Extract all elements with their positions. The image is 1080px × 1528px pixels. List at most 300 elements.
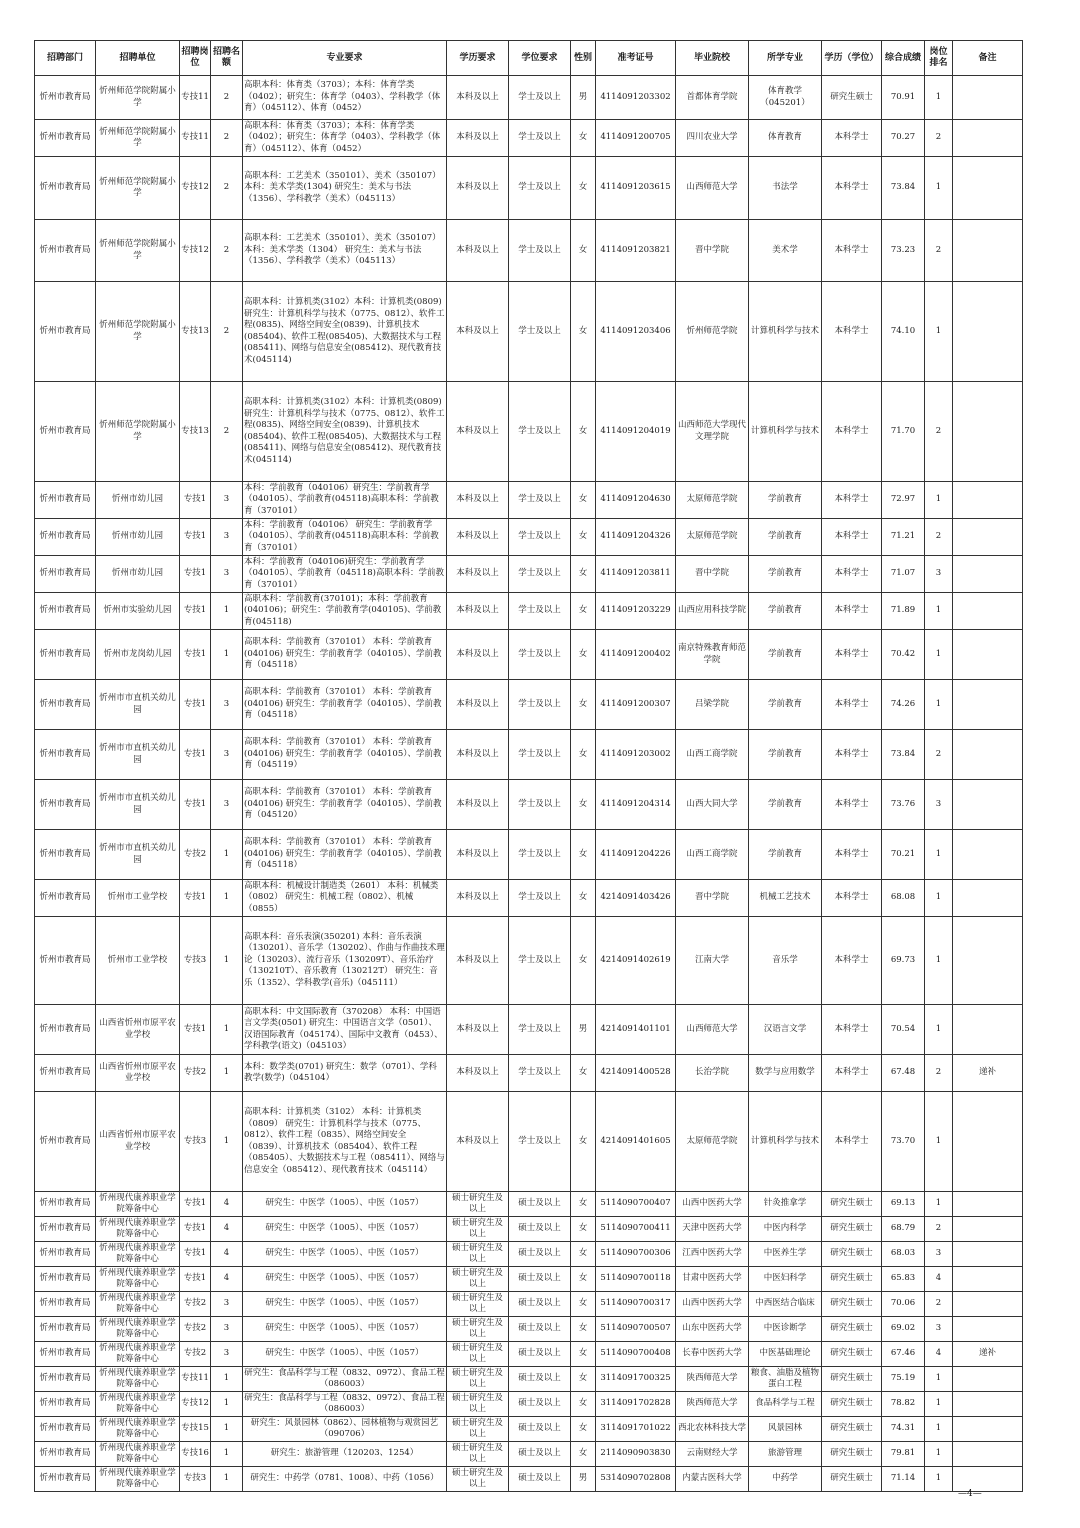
table-cell: 硕士及以上 [509,1242,571,1267]
table-cell: 4114091204630 [596,482,676,519]
table-cell: 忻州师范学院 [676,282,749,382]
table-cell: 专技2 [180,1055,211,1092]
table-cell: 研究生硕士 [822,1417,882,1442]
table-cell: 2 [211,220,243,282]
table-cell: 75.19 [882,1367,925,1392]
table-cell: 忻州市教育局 [35,1367,96,1392]
table-cell: 女 [571,1392,596,1417]
table-cell: 学士及以上 [509,120,571,157]
table-cell: 68.08 [882,880,925,917]
table-cell: 忻州现代康养职业学院筹备中心 [96,1392,180,1417]
table-cell: 忻州市教育局 [35,282,96,382]
table-cell: 专技11 [180,120,211,157]
table-cell: 1 [925,1367,953,1392]
table-cell: 晋中学院 [676,220,749,282]
table-cell: 忻州市教育局 [35,519,96,556]
table-cell [953,519,1023,556]
table-cell: 高职本科：工艺美术（350101）、美术（350107） 本科：美术学类（1304） 研究生：美术与书法（1356）、学科教学（美术）（045113） [243,220,447,282]
table-cell: 本科及以上 [447,630,509,680]
table-cell: 4 [211,1242,243,1267]
table-row [35,593,1023,630]
table-row [35,382,1023,482]
table-cell: 4214091401605 [596,1092,676,1192]
table-cell: 本科学士 [822,730,882,780]
table-cell: 研究生硕士 [822,1192,882,1217]
table-cell: 本科学士 [822,1055,882,1092]
table-cell: 73.23 [882,220,925,282]
table-cell: 研究生硕士 [822,1467,882,1492]
table-cell: 2 [925,220,953,282]
table-cell: 长春中医药大学 [676,1342,749,1367]
column-header: 招聘部门 [35,41,96,76]
table-header [35,41,1023,76]
table-cell: 本科学士 [822,382,882,482]
table-cell: 忻州现代康养职业学院筹备中心 [96,1342,180,1367]
table-cell: 硕士及以上 [509,1392,571,1417]
table-cell: 本科学士 [822,1092,882,1192]
table-cell: 本科学士 [822,482,882,519]
table-cell: 74.10 [882,282,925,382]
table-cell: 忻州市教育局 [35,1055,96,1092]
table-cell: 针灸推拿学 [749,1192,822,1217]
table-cell: 江南大学 [676,917,749,1005]
page-number: —4— [958,1489,982,1499]
table-cell: 79.81 [882,1442,925,1467]
table-cell: 山西大同大学 [676,780,749,830]
table-cell [953,1442,1023,1467]
table-cell: 本科及以上 [447,1005,509,1055]
table-cell: 专技1 [180,730,211,780]
table-cell: 硕士研究生及以上 [447,1442,509,1467]
table-cell: 本科学士 [822,556,882,593]
column-header: 性别 [571,41,596,76]
table-cell: 1 [925,880,953,917]
table-cell: 书法学 [749,157,822,220]
table-cell: 江西中医药大学 [676,1242,749,1267]
table-cell: 忻州现代康养职业学院筹备中心 [96,1217,180,1242]
table-cell: 学前教育 [749,730,822,780]
table-cell: 陕西师范大学 [676,1392,749,1417]
table-cell: 高职本科：学前教育（370101） 本科：学前教育(040106) 研究生：学前教育学（040105）、学前教育（045118） [243,680,447,730]
table-cell: 4114091204019 [596,382,676,482]
table-cell: 忻州市教育局 [35,880,96,917]
table-cell: 学前教育 [749,680,822,730]
table-cell: 71.89 [882,593,925,630]
table-cell: 女 [571,1417,596,1442]
table-cell: 3 [211,1342,243,1367]
table-cell: 4114091203302 [596,76,676,120]
table-cell: 本科及以上 [447,382,509,482]
table-cell: 高职本科：计算机类（3102） 本科：计算机类（0809） 研究生：计算机科学与技术（0775、0812）、软件工程（0835）、网络空间安全（0839）、计算机技术（085404）、软件工程（085405）、大数据技术与工程（085411）、网络与信息安全（085412）、现代教育技术（045114） [243,1092,447,1192]
table-cell: 学士及以上 [509,556,571,593]
table-cell: 计算机科学与技术 [749,1092,822,1192]
table-cell: 专技1 [180,1217,211,1242]
table-cell: 3 [211,1317,243,1342]
table-cell: 学士及以上 [509,1055,571,1092]
table-cell: 1 [211,830,243,880]
table-cell: 粮食、油脂及植物蛋白工程 [749,1367,822,1392]
table-cell: 2 [925,1217,953,1242]
table-row [35,830,1023,880]
table-cell: 忻州市教育局 [35,730,96,780]
table-cell: 吕梁学院 [676,680,749,730]
table-cell [953,1217,1023,1242]
table-cell: 中医基础理论 [749,1342,822,1367]
table-row [35,1092,1023,1192]
table-cell [953,880,1023,917]
table-cell: 山东中医药大学 [676,1317,749,1342]
table-cell: 研究生硕士 [822,1442,882,1467]
table-cell: 中药学 [749,1467,822,1492]
table-cell: 研究生硕士 [822,1367,882,1392]
table-row [35,880,1023,917]
table-cell: 忻州市教育局 [35,1242,96,1267]
table-cell: 计算机科学与技术 [749,382,822,482]
table-cell: 本科学士 [822,680,882,730]
table-cell: 2 [925,730,953,780]
table-cell: 研究生硕士 [822,1292,882,1317]
table-cell: 本科：数学类(0701) 研究生：数学（0701）、学科教学(数学)（045104） [243,1055,447,1092]
table-cell: 1 [211,1392,243,1417]
table-cell: 3114091700325 [596,1367,676,1392]
table-cell: 女 [571,1267,596,1292]
table-cell: 本科：学前教育（040106） 研究生：学前教育学（040105）、学前教育(045118)高职本科：学前教育（370101） [243,519,447,556]
table-cell: 忻州市教育局 [35,630,96,680]
table-cell: 学士及以上 [509,680,571,730]
table-cell: 专技11 [180,1367,211,1392]
table-cell: 专技12 [180,220,211,282]
table-cell: 高职本科：学前教育（370101） 本科：学前教育(040106) 研究生：学前教育学（040105）、学前教育（045119） [243,730,447,780]
table-cell [953,1317,1023,1342]
table-cell [953,730,1023,780]
table-cell: 74.31 [882,1417,925,1442]
table-cell: 74.26 [882,680,925,730]
table-cell: 中医内科学 [749,1217,822,1242]
table-cell: 1 [925,1092,953,1192]
table-cell: 专技1 [180,630,211,680]
table-cell: 69.73 [882,917,925,1005]
table-cell: 研究生：中医学（1005）、中医（1057） [243,1267,447,1292]
table-cell: 专技1 [180,482,211,519]
table-cell: 高职本科：体育类（3703）；本科：体育学类（0402）；研究生：体育学（0403）、学科教学（体育）（045112）、体育（0452） [243,76,447,120]
table-row [35,1055,1023,1092]
table-row [35,1217,1023,1242]
table-cell: 硕士研究生及以上 [447,1192,509,1217]
table-cell: 忻州市教育局 [35,780,96,830]
table-cell: 4 [211,1217,243,1242]
table-cell: 女 [571,1342,596,1367]
table-cell: 高职本科：工艺美术（350101）、美术（350107） 本科：美术学类(1304) 研究生：美术与书法（1356）、学科教学（美术）（045113） [243,157,447,220]
table-cell: 学前教育 [749,830,822,880]
table-cell: 音乐学 [749,917,822,1005]
table-row [35,1005,1023,1055]
table-cell: 4214091401101 [596,1005,676,1055]
table-cell: 忻州市市直机关幼儿园 [96,780,180,830]
table-cell: 专技1 [180,1242,211,1267]
table-cell: 忻州市教育局 [35,1392,96,1417]
table-cell: 73.84 [882,157,925,220]
table-cell: 高职本科：机械设计制造类（2601） 本科：机械类（0802） 研究生：机械工程（0802）、机械（0855） [243,880,447,917]
table-cell: 71.07 [882,556,925,593]
table-cell: 忻州市教育局 [35,1317,96,1342]
column-header: 招聘岗位 [180,41,211,76]
table-cell: 研究生硕士 [822,1267,882,1292]
table-cell: 5114090700507 [596,1317,676,1342]
table-cell: 1 [925,630,953,680]
table-cell: 本科及以上 [447,880,509,917]
table-cell: 专技3 [180,917,211,1005]
table-row [35,730,1023,780]
table-cell: 研究生：中医学（1005）、中医（1057） [243,1342,447,1367]
column-header: 专业要求 [243,41,447,76]
table-row [35,282,1023,382]
table-cell: 体育教育 [749,120,822,157]
table-cell: 学士及以上 [509,780,571,830]
table-cell: 忻州市教育局 [35,1005,96,1055]
table-cell [953,1267,1023,1292]
table-cell: 70.42 [882,630,925,680]
column-header: 综合成绩 [882,41,925,76]
table-cell: 3 [925,780,953,830]
column-header: 招聘单位 [96,41,180,76]
table-cell: 女 [571,382,596,482]
table-cell: 山西中医药大学 [676,1292,749,1317]
column-header: 学历要求 [447,41,509,76]
table-cell: 山西师范大学现代文理学院 [676,382,749,482]
table-cell: 学前教育 [749,519,822,556]
table-cell: 71.21 [882,519,925,556]
table-cell: 中西医结合临床 [749,1292,822,1317]
table-cell: 学士及以上 [509,382,571,482]
table-cell: 专技12 [180,1392,211,1417]
table-cell: 65.83 [882,1267,925,1292]
table-cell: 高职本科：学前教育（370101） 本科：学前教育(040106) 研究生：学前教育学（040105）、学前教育（045118） [243,630,447,680]
table-cell: 3 [211,680,243,730]
table-cell: 本科及以上 [447,482,509,519]
table-cell: 女 [571,1442,596,1467]
table-cell: 女 [571,1317,596,1342]
table-cell: 女 [571,1367,596,1392]
table-cell: 2 [925,519,953,556]
table-cell: 忻州市幼儿园 [96,482,180,519]
table-cell [953,120,1023,157]
table-cell: 4214091403426 [596,880,676,917]
table-cell [953,220,1023,282]
table-cell: 研究生硕士 [822,76,882,120]
table-cell [953,1192,1023,1217]
table-cell: 高职本科：音乐表演(350201) 本科：音乐表演（130201）、音乐学（130202）、作曲与作曲技术理论（130203）、流行音乐（130209T）、音乐治疗（130210T）、音乐教育（130212T） 研究生：音乐（1352）、学科教学(音乐)（045111） [243,917,447,1005]
table-cell: 学士及以上 [509,157,571,220]
table-cell: 硕士研究生及以上 [447,1367,509,1392]
table-cell: 4114091200402 [596,630,676,680]
table-cell: 硕士及以上 [509,1442,571,1467]
table-cell: 1 [925,1005,953,1055]
table-cell: 忻州市实验幼儿园 [96,593,180,630]
table-cell: 本科学士 [822,157,882,220]
table-cell: 山西工商学院 [676,730,749,780]
table-cell: 女 [571,593,596,630]
table-cell: 本科：学前教育（040106）研究生：学前教育学（040105）、学前教育(045118)高职本科：学前教育（370101） [243,482,447,519]
table-cell: 本科及以上 [447,556,509,593]
table-cell: 1 [925,1192,953,1217]
table-cell: 硕士及以上 [509,1267,571,1292]
table-cell: 2 [211,282,243,382]
table-cell: 硕士及以上 [509,1467,571,1492]
table-cell: 忻州市教育局 [35,1342,96,1367]
table-cell: 体育教学（045201） [749,76,822,120]
table-cell: 忻州现代康养职业学院筹备中心 [96,1317,180,1342]
table-cell: 忻州现代康养职业学院筹备中心 [96,1467,180,1492]
table-cell: 忻州师范学院附属小学 [96,220,180,282]
table-row [35,630,1023,680]
table-cell: 4 [211,1192,243,1217]
table-cell: 忻州市教育局 [35,1267,96,1292]
table-cell: 1 [211,1367,243,1392]
table-cell: 太原师范学院 [676,519,749,556]
table-cell: 专技1 [180,556,211,593]
table-row [35,1267,1023,1292]
table-cell: 山西中医药大学 [676,1192,749,1217]
table-cell: 忻州市市直机关幼儿园 [96,680,180,730]
table-cell: 陕西师范大学 [676,1367,749,1392]
table-cell [953,1367,1023,1392]
table-cell: 70.06 [882,1292,925,1317]
table-cell: 忻州市教育局 [35,76,96,120]
table-cell: 本科及以上 [447,593,509,630]
table-cell: 学士及以上 [509,730,571,780]
table-cell: 专技1 [180,1267,211,1292]
table-cell: 71.14 [882,1467,925,1492]
column-header: 岗位排名 [925,41,953,76]
table-cell: 4114091203002 [596,730,676,780]
table-cell: 本科学士 [822,519,882,556]
table-cell: 女 [571,556,596,593]
table-cell: 研究生：中药学（0781、1008）、中药（1056） [243,1467,447,1492]
header-row [35,41,1023,76]
table-cell: 内蒙古医科大学 [676,1467,749,1492]
table-cell: 山西省忻州市原平农业学校 [96,1092,180,1192]
table-row [35,1292,1023,1317]
table-cell: 专技16 [180,1442,211,1467]
table-cell: 5114090700411 [596,1217,676,1242]
table-cell: 本科学士 [822,630,882,680]
table-cell: 本科及以上 [447,917,509,1005]
table-row [35,1467,1023,1492]
table-cell: 1 [211,630,243,680]
table-cell: 2114090903830 [596,1442,676,1467]
table-cell: 忻州现代康养职业学院筹备中心 [96,1292,180,1317]
table-cell: 天津中医药大学 [676,1217,749,1242]
table-cell: 研究生硕士 [822,1342,882,1367]
table-cell [953,282,1023,382]
table-cell: 本科学士 [822,880,882,917]
table-cell: 研究生：旅游管理（120203、1254） [243,1442,447,1467]
table-row [35,519,1023,556]
table-cell [953,76,1023,120]
table-cell: 硕士研究生及以上 [447,1392,509,1417]
table-cell: 73.70 [882,1092,925,1192]
table-cell: 4 [925,1267,953,1292]
table-cell: 1 [925,1467,953,1492]
table-cell: 1 [925,830,953,880]
table-cell [953,382,1023,482]
table-cell: 本科：学前教育（040106)研究生：学前教育学（040105）、学前教育（045118)高职本科：学前教育（370101） [243,556,447,593]
table-cell: 专技12 [180,157,211,220]
table-row [35,780,1023,830]
table-cell [953,1292,1023,1317]
table-cell: 专技1 [180,1005,211,1055]
table-cell: 3 [211,1292,243,1317]
table-cell: 4114091203811 [596,556,676,593]
table-cell: 硕士研究生及以上 [447,1242,509,1267]
table-cell: 1 [211,1005,243,1055]
table-cell: 研究生：食品科学与工程（0832、0972）、食品工程（086003） [243,1367,447,1392]
table-cell: 本科及以上 [447,830,509,880]
table-cell: 硕士研究生及以上 [447,1292,509,1317]
table-cell: 忻州市工业学校 [96,917,180,1005]
table-cell: 美术学 [749,220,822,282]
table-cell: 高职本科：学前教育（370101） 本科：学前教育(040106) 研究生：学前教育学（040105）、学前教育（045120） [243,780,447,830]
table-cell: 高职本科：学前教育(370101)；本科：学前教育(040106)；研究生：学前教育学(040105)、学前教育(045118) [243,593,447,630]
table-cell: 4114091200307 [596,680,676,730]
table-cell: 67.46 [882,1342,925,1367]
table-cell: 本科及以上 [447,1092,509,1192]
table-cell: 忻州市幼儿园 [96,519,180,556]
table-cell: 忻州师范学院附属小学 [96,120,180,157]
table-cell [953,482,1023,519]
table-cell: 高职本科：学前教育（370101） 本科：学前教育(040106) 研究生：学前教育学（040105）、学前教育（045118） [243,830,447,880]
table-cell: 机械工艺技术 [749,880,822,917]
table-cell: 忻州现代康养职业学院筹备中心 [96,1192,180,1217]
table-cell: 专技13 [180,282,211,382]
table-cell: 山西省忻州市原平农业学校 [96,1005,180,1055]
table-cell: 专技1 [180,680,211,730]
table-cell: 本科学士 [822,917,882,1005]
table-cell: 4114091204226 [596,830,676,880]
table-cell: 3 [211,482,243,519]
table-cell: 忻州市教育局 [35,830,96,880]
table-cell: 首都体育学院 [676,76,749,120]
table-cell: 1 [211,1055,243,1092]
table-row [35,220,1023,282]
table-cell: 忻州现代康养职业学院筹备中心 [96,1242,180,1267]
table-cell: 3 [925,1242,953,1267]
table-cell: 旅游管理 [749,1442,822,1467]
table-cell: 4214091402619 [596,917,676,1005]
table-cell: 山西应用科技学院 [676,593,749,630]
table-cell: 山西省忻州市原平农业学校 [96,1055,180,1092]
table-cell: 2 [211,382,243,482]
column-header: 学位要求 [509,41,571,76]
table-cell: 1 [211,880,243,917]
table-cell: 学士及以上 [509,593,571,630]
table-cell: 忻州市市直机关幼儿园 [96,830,180,880]
table-cell: 5114090700317 [596,1292,676,1317]
table-cell: 本科及以上 [447,780,509,830]
table-cell: 研究生：中医学（1005）、中医（1057） [243,1242,447,1267]
table-cell: 69.02 [882,1317,925,1342]
table-cell: 食品科学与工程 [749,1392,822,1417]
table-cell: 甘肃中医药大学 [676,1267,749,1292]
table-row [35,1242,1023,1267]
table-cell [953,556,1023,593]
table-row [35,120,1023,157]
table-cell: 70.54 [882,1005,925,1055]
table-cell: 73.76 [882,780,925,830]
table-cell: 1 [925,1392,953,1417]
table-cell [953,1392,1023,1417]
table-cell: 本科及以上 [447,519,509,556]
